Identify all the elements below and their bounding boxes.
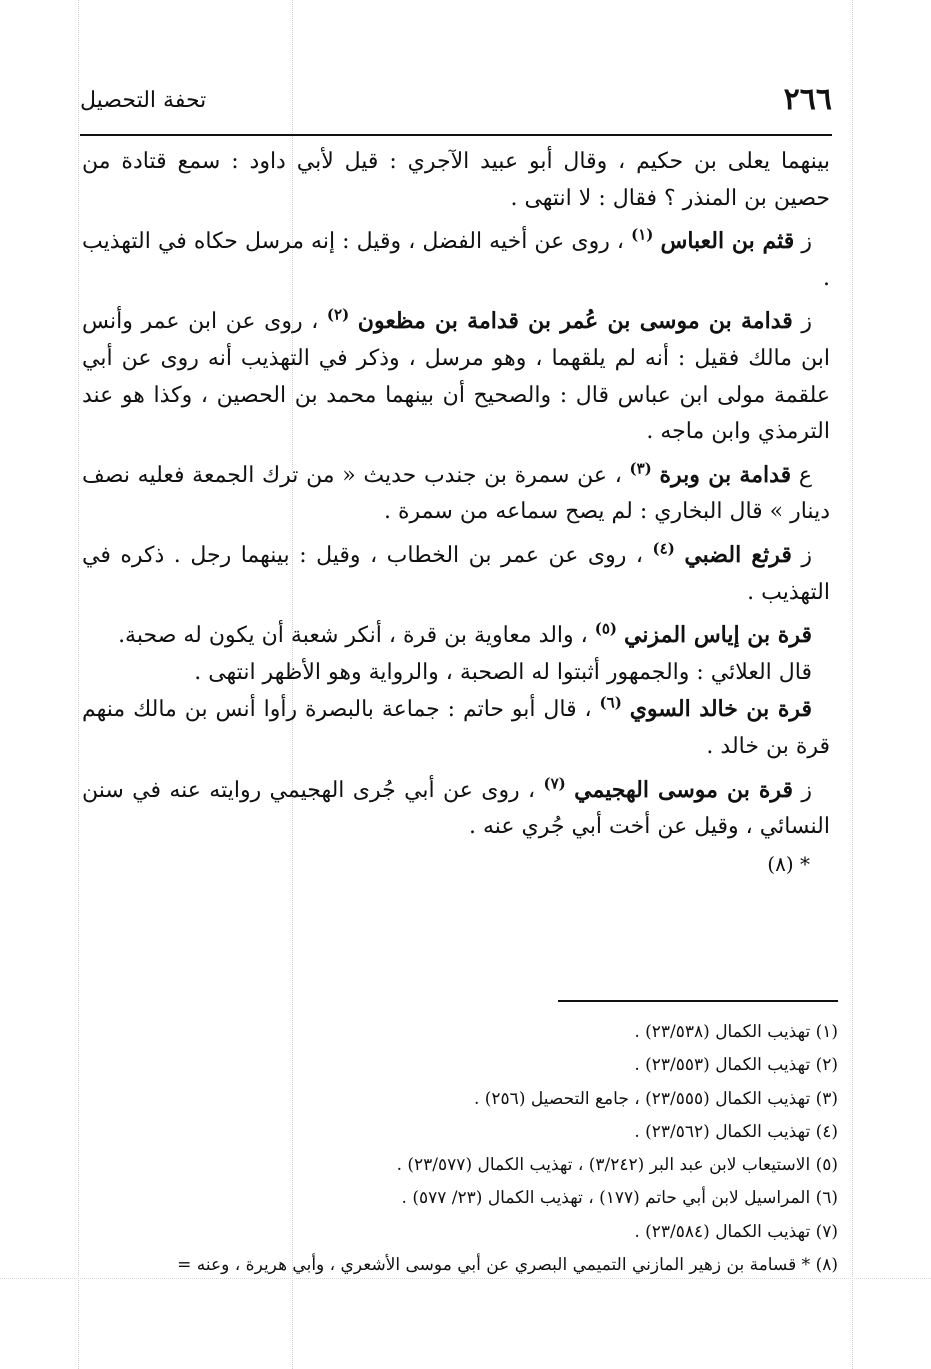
entry-code: ز: [792, 309, 813, 335]
entry-text: ، روى عن أخيه الفضل ، وقيل : إنه مرسل حكاه في التهذيب .: [82, 229, 830, 291]
narrator-name: قدامة بن موسى بن عُمر بن قدامة بن مظعون: [357, 308, 793, 335]
page-number: ٢٦٦: [783, 82, 832, 117]
running-title: تحفة التحصيل: [80, 88, 207, 113]
asterisk-entry: * (٨): [767, 851, 810, 876]
entry-text: ، روى عن أبي جُرى الهجيمي روايته عنه في سنن النسائي ، وقيل عن أخت أبي جُري عنه .: [82, 777, 830, 840]
footnotes: [82, 1016, 838, 1282]
footnote-6: (٦) المراسيل لابن أبي حاتم (١٧٧) ، تهذيب الكمال (٢٣/ ٥٧٧) .: [401, 1188, 838, 1209]
narrator-name: قرة بن إياس المزني: [624, 622, 812, 649]
footnote-3: (٣) تهذيب الكمال (٢٣/٥٥٥) ، جامع التحصيل (٢٥٦) .: [473, 1088, 838, 1109]
entry-text: ، عن سمرة بن جندب حديث « من ترك الجمعة فعليه نصف دينار » قال البخاري : لم يصح سماعه من سمرة .: [82, 462, 830, 525]
paragraph-alai: قال العلائي : والجمهور أثبتوا له الصحبة ، والرواية وهو الأظهر انتهى .: [194, 659, 812, 685]
paragraph-continuation: بينهما يعلى بن حكيم ، وقال أبو عبيد الآجري : قيل لأبي داود : سمع قتادة من حصين بن المنذر ؟ فقال : لا انتهى .: [82, 149, 830, 211]
entry-text: ، والد معاوية بن قرة ، أنكر شعبة أن يكون له صحبة.: [118, 623, 595, 649]
narrator-name: قرثع الضبي: [684, 541, 792, 568]
footnote-8: (٨) * قسامة بن زهير المازني التميمي البصري عن أبي موسى الأشعري ، وأبي هريرة ، وعنه =: [177, 1255, 838, 1276]
page-header: [80, 82, 832, 128]
entry-code: ز: [794, 229, 812, 255]
footnote-7: (٧) تهذيب الكمال (٢٣/٥٨٤) .: [634, 1221, 838, 1242]
footnote-ref: (٢): [326, 306, 350, 325]
footnote-ref: (٤): [652, 539, 675, 558]
footnote-ref: (٣): [629, 459, 652, 478]
entry-qudama-wabra: [82, 457, 830, 531]
narrator-name: قدامة بن وبرة: [659, 461, 792, 488]
footnote-2: (٢) تهذيب الكمال (٢٣/٥٥٣) .: [634, 1055, 838, 1076]
footnote-5: (٥) الاستيعاب لابن عبد البر (٣/٢٤٢) ، تهذيب الكمال (٢٣/٥٧٧) .: [396, 1155, 838, 1176]
narrator-name: قثم بن العباس: [660, 228, 795, 255]
narrator-name: قرة بن خالد السوي: [629, 696, 813, 723]
footnote-ref: (٦): [599, 693, 622, 712]
entry-text: ، روى عن عمر بن الخطاب ، وقيل : بينهما رجل . ذكره في التهذيب .: [82, 542, 830, 605]
entry-code: ز: [791, 542, 813, 568]
entry-code: ز: [793, 777, 813, 803]
footnote-ref: (٧): [543, 774, 566, 793]
entry-qurra-musa: [82, 772, 830, 846]
entry-qurra-khalid: [82, 691, 830, 765]
main-text: [82, 144, 830, 882]
entry-qartha: [82, 537, 830, 611]
footnote-ref: (٥): [594, 619, 618, 638]
entry-code: ع: [791, 462, 813, 488]
scan-guide-left: [78, 0, 79, 1369]
header-rule: [80, 134, 832, 136]
scan-guide-right: [852, 0, 853, 1369]
footnote-rule: [558, 1000, 838, 1002]
entry-text: ، روى عن ابن عمر وأنس ابن مالك فقيل : أنه لم يلقهما ، وهو مرسل ، وذكر في التهذيب أنه روى عن أبي علقمة مولى ابن عباس قال : والصحيح أن بينهما محمد بن الحصين ، وكذا هو عند الترمذي وابن ماجه .: [82, 309, 830, 445]
entry-text: ، قال أبو حاتم : جماعة بالبصرة رأوا أنس بن مالك منهم قرة بن خالد .: [82, 697, 830, 759]
entry-qutham: [82, 223, 830, 297]
footnote-4: (٤) تهذيب الكمال (٢٣/٥٦٢) .: [634, 1121, 838, 1142]
entry-qudama-musa: [82, 303, 830, 450]
entry-qurra-iyas: [82, 617, 830, 655]
footnote-ref: (١): [631, 225, 654, 244]
narrator-name: قرة بن موسى الهجيمي: [574, 776, 794, 803]
footnote-1: (١) تهذيب الكمال (٢٣/٥٣٨) .: [634, 1022, 838, 1042]
